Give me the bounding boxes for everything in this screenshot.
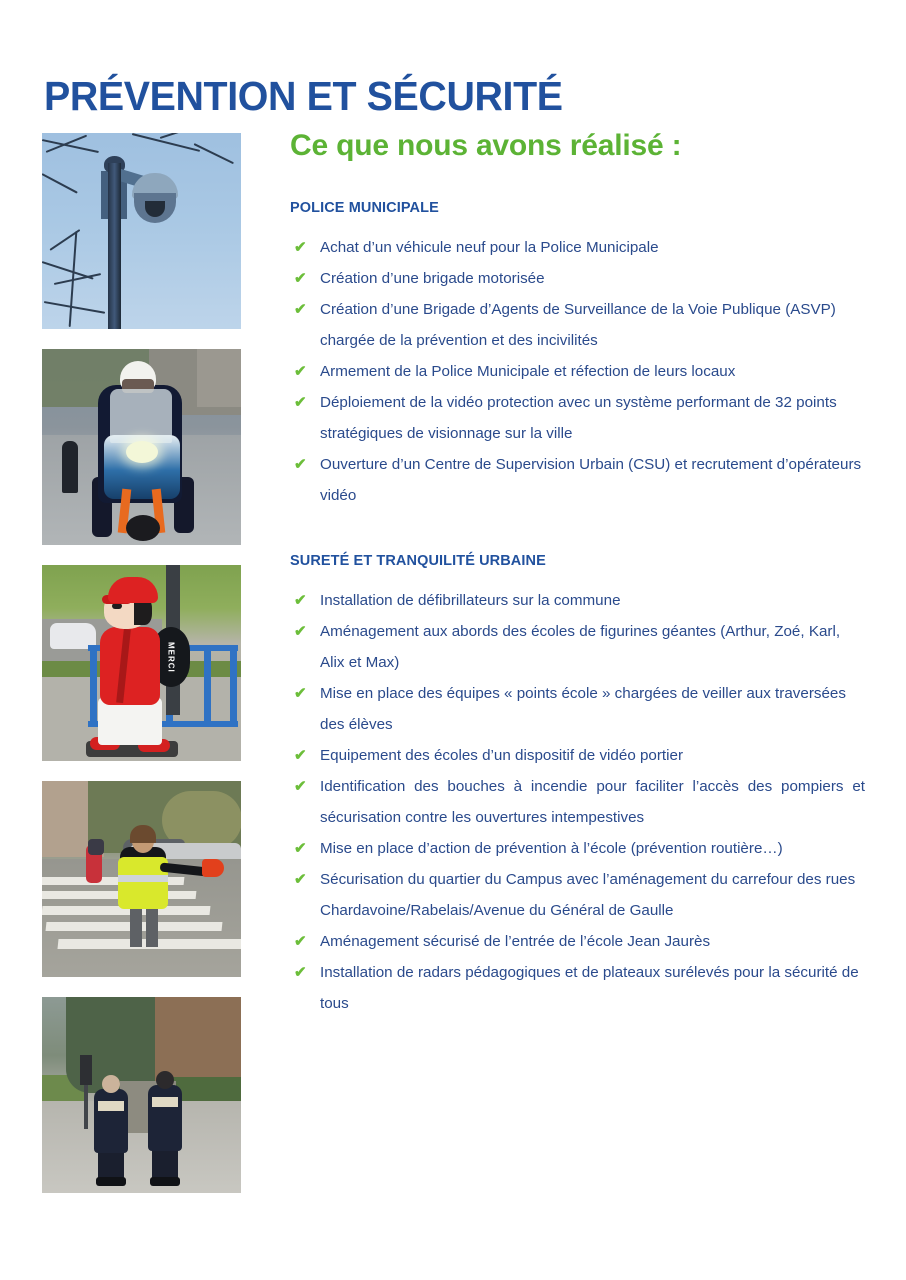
page-title: PRÉVENTION ET SÉCURITÉ: [44, 73, 563, 120]
signal-flag: [202, 859, 224, 877]
list-item-text: Ouverture d’un Centre de Supervision Urbain (CSU) et recrutement d’opérateurs vidéo: [320, 456, 862, 504]
check-icon: ✔: [294, 685, 307, 702]
list-item: [290, 957, 865, 1019]
check-icon: ✔: [294, 747, 307, 764]
officer-one: [94, 1089, 128, 1153]
merci-sign: MERCI: [152, 627, 190, 687]
list-item: [290, 833, 865, 864]
front-wheel: [126, 515, 160, 541]
list-item: [290, 771, 865, 833]
list-item: [290, 387, 865, 449]
photo-police-patrol: [42, 997, 241, 1193]
list-item-text: Sécurisation du quartier du Campus avec l’aménagement du carrefour des rues Chardavoine/Rabelais/Avenue du Général de Gaulle: [320, 871, 856, 919]
list-item: [290, 356, 865, 387]
list-item-text: Armement de la Police Municipale et réfection de leurs locaux: [320, 363, 736, 380]
section-title: SURETÉ ET TRANQUILITÉ URBAINE: [290, 553, 546, 569]
list-item: [290, 294, 865, 356]
check-icon: ✔: [294, 592, 307, 609]
list-item: [290, 740, 865, 771]
check-icon: ✔: [294, 363, 307, 380]
list-item: [290, 585, 865, 616]
list-item-text: Mise en place des équipes « points école » chargées de veiller aux traversées des élèves: [320, 685, 846, 733]
camera-pole: [108, 163, 121, 329]
list-item-text: Installation de défibrillateurs sur la commune: [320, 592, 621, 609]
list-item: [290, 926, 865, 957]
check-icon: ✔: [294, 871, 307, 888]
list-item: [290, 864, 865, 926]
check-icon: ✔: [294, 623, 307, 640]
list-item-text: Identification des bouches à incendie pour faciliter l’accès des pompiers et sécurisation contre les ouvertures intempestives: [320, 778, 865, 826]
list-item-text: Création d’une brigade motorisée: [320, 270, 545, 287]
figurine-torso: [100, 627, 160, 705]
content-column: [290, 128, 865, 1019]
list-item-text: Déploiement de la vidéo protection avec un système performant de 32 points stratégiques de visionnage sur la ville: [320, 394, 837, 442]
photo-crossing-guard: [42, 781, 241, 977]
check-icon: ✔: [294, 456, 307, 473]
check-icon: ✔: [294, 301, 307, 318]
section-title: POLICE MUNICIPALE: [290, 200, 439, 216]
list-item: [290, 449, 865, 511]
windshield: [110, 389, 172, 443]
check-icon: ✔: [294, 270, 307, 287]
check-icon: ✔: [294, 933, 307, 950]
photo-giant-figurine: [42, 565, 241, 761]
check-icon: ✔: [294, 778, 307, 795]
check-icon: ✔: [294, 239, 307, 256]
list-item: [290, 263, 865, 294]
list-item-text: Création d’une Brigade d’Agents de Surveillance de la Voie Publique (ASVP) chargée de la prévention et des incivilités: [320, 301, 836, 349]
officer-two: [148, 1085, 182, 1151]
list-item-text: Mise en place d’action de prévention à l’école (prévention routière…): [320, 840, 783, 857]
intro-heading: Ce que nous avons réalisé :: [290, 129, 682, 162]
list-item: [290, 678, 865, 740]
bullet-list: [290, 585, 865, 1019]
check-icon: ✔: [294, 964, 307, 981]
check-icon: ✔: [294, 394, 307, 411]
list-item: [290, 232, 865, 263]
photo-police-motorcycle: [42, 349, 241, 545]
bullet-list: [290, 232, 865, 511]
list-item-text: Aménagement aux abords des écoles de figurines géantes (Arthur, Zoé, Karl, Alix et Max): [320, 623, 841, 671]
list-item: [290, 616, 865, 678]
photo-cctv-camera: [42, 133, 241, 329]
list-item-text: Equipement des écoles d’un dispositif de vidéo portier: [320, 747, 684, 764]
section-police-municipale: [290, 200, 865, 511]
photo-column: [42, 133, 241, 1193]
list-item-text: Installation de radars pédagogiques et de plateaux surélevés pour la sécurité de tous: [320, 964, 859, 1012]
section-surete-tranquilite-urbaine: [290, 553, 865, 1019]
traffic-signal: [80, 1055, 92, 1085]
list-item-text: Achat d’un véhicule neuf pour la Police Municipale: [320, 239, 659, 256]
headlight: [126, 441, 158, 463]
check-icon: ✔: [294, 840, 307, 857]
list-item-text: Aménagement sécurisé de l’entrée de l’école Jean Jaurès: [320, 933, 711, 950]
figurine-cap: [108, 577, 158, 603]
